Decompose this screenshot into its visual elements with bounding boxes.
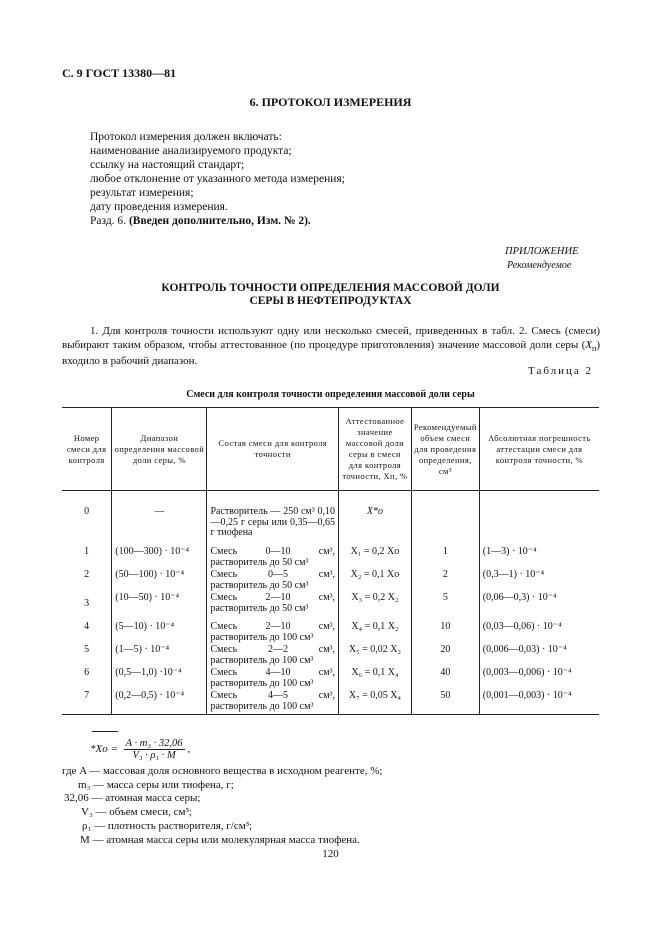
para-var: X: [585, 338, 593, 351]
cell-error: (0,003—0,006) · 10⁻⁴: [479, 668, 599, 691]
table-row: [62, 622, 599, 645]
protocol-line: дату проведения измерения.: [90, 201, 228, 213]
cell-value: X₆ = 0,1 X₄: [339, 668, 412, 691]
legend-line: ρ₁ — плотность растворителя, г/см³;: [82, 819, 253, 832]
protocol-line: результат измерения;: [90, 187, 194, 199]
page-number: 120: [322, 848, 339, 860]
cell-composition: Смесь 2—10 см³, растворитель до 100 см³: [207, 622, 339, 645]
cell-range: (10—50) · 10⁻⁴: [112, 593, 207, 622]
table-caption: Смеси для контроля точности определения массовой доли серы: [186, 389, 475, 400]
legend-line: где A — массовая доля основного вещества в исходном реагенте, %;: [62, 765, 383, 777]
cell-composition: Смесь 0—10 см³, растворитель до 50 см³: [207, 547, 339, 570]
legend-line: V₃ — объем смеси, см³;: [81, 806, 192, 819]
para-text: 1. Для контроля точности используют одну или несколько смесей, приведенных в табл. 2. Смесь (смеси) выбирают таким образом, чтобы аттестованное (по процедуре приготовления) значение массовой доли серы (: [62, 325, 600, 351]
cell-error: (0,006—0,03) · 10⁻⁴: [479, 645, 599, 668]
cell-value: X₇ = 0,05 X₄: [339, 691, 412, 715]
table-row: [62, 691, 599, 715]
cell-value: X₅ = 0,02 X₂: [339, 645, 412, 668]
cell-range: (0,5—1,0) ·10⁻⁴: [112, 668, 207, 691]
table-row: [62, 645, 599, 668]
cell-error: (1—3) · 10⁻⁴: [479, 547, 599, 570]
section-title: 6. ПРОТОКОЛ ИЗМЕРЕНИЯ: [249, 95, 412, 109]
table-row: [62, 570, 599, 593]
appendix-title: [0, 282, 661, 308]
cell-range: (1—5) · 10⁻⁴: [112, 645, 207, 668]
cell-number: 5: [62, 645, 112, 668]
cell-number: 0: [62, 491, 112, 548]
cell-number: 6: [62, 668, 112, 691]
cell-value: X₂ = 0,1 Xо: [339, 570, 412, 593]
cell-range: (50—100) · 10⁻⁴: [112, 570, 207, 593]
cell-error: (0,06—0,3) · 10⁻⁴: [479, 593, 599, 622]
table-label: Таблица 2: [528, 365, 594, 377]
protocol-line: наименование анализируемого продукта;: [90, 145, 292, 157]
cell-volume: 2: [411, 570, 479, 593]
cell-value: X*о: [339, 491, 412, 548]
formula-legend: [62, 765, 382, 847]
legend-line: M — атомная масса серы или молекулярная масса тиофена.: [80, 833, 360, 846]
formula-fraction: [124, 738, 185, 761]
cell-range: (100—300) · 10⁻⁴: [112, 547, 207, 570]
appendix-label: ПРИЛОЖЕНИЕ: [505, 246, 579, 257]
cell-number: 2: [62, 570, 112, 593]
col-header-composition: Состав смеси для контроля точности: [207, 408, 339, 491]
cell-error: (0,03—0,06) · 10⁻⁴: [479, 622, 599, 645]
protocol-line: ссылку на настоящий стандарт;: [90, 159, 245, 171]
formula-lhs: *Xо =: [90, 743, 118, 756]
table-header-row: [62, 408, 599, 491]
protocol-line: любое отклонение от указанного метода измерения;: [90, 173, 345, 185]
table-row: [62, 668, 599, 691]
table-row: [62, 491, 599, 548]
cell-number: 4: [62, 622, 112, 645]
cell-value: X₄ = 0,1 X₂: [339, 622, 412, 645]
col-header-volume: Рекомендуемый объем смеси для проведения определения, см³: [411, 408, 479, 491]
page-header: С. 9 ГОСТ 13380—81: [62, 66, 177, 80]
amendment-note: [90, 214, 345, 228]
formula-denominator: V₃ · ρ₁ · M: [132, 750, 176, 761]
cell-number: 3: [62, 593, 112, 622]
amendment-prefix: Разд. 6.: [90, 215, 127, 227]
table-row: [62, 547, 599, 570]
cell-volume: 50: [411, 691, 479, 715]
cell-range: —: [112, 491, 207, 548]
cell-volume: 20: [411, 645, 479, 668]
cell-composition: Смесь 4—5 см³, растворитель до 100 см³: [207, 691, 339, 715]
col-header-value: Аттестованное значение массовой доли серы в смеси для контроля точности, Xп, %: [339, 408, 412, 491]
appendix-title-line: СЕРЫ В НЕФТЕПРОДУКТАХ: [249, 295, 412, 307]
cell-volume: 1: [411, 547, 479, 570]
footnote-separator: [92, 731, 118, 732]
cell-composition: Смесь 0—5 см³, растворитель до 50 см³: [207, 570, 339, 593]
para-text: ) входило в рабочий диапазон.: [62, 338, 600, 368]
col-header-number: Номер смеси для контроля: [62, 408, 112, 491]
cell-number: 7: [62, 691, 112, 715]
formula-tail: ,: [187, 743, 191, 756]
protocol-line: Протокол измерения должен включать:: [90, 131, 282, 143]
cell-volume: 5: [411, 593, 479, 622]
amendment-bold: (Введен дополнительно, Изм. № 2).: [128, 215, 311, 227]
mixtures-table: [62, 407, 599, 715]
appendix-title-line: КОНТРОЛЬ ТОЧНОСТИ ОПРЕДЕЛЕНИЯ МАССОВОЙ ДОЛИ: [161, 282, 500, 294]
cell-composition: Растворитель — 250 см³ 0,10—0,25 г серы или 0,35—0,65 г тиофена: [207, 491, 339, 548]
cell-error: [479, 491, 599, 548]
cell-error: (0,3—1) · 10⁻⁴: [479, 570, 599, 593]
cell-error: (0,001—0,003) · 10⁻⁴: [479, 691, 599, 715]
cell-composition: Смесь 2—2 см³, растворитель до 100 см³: [207, 645, 339, 668]
para-sub: п: [592, 343, 597, 353]
footnote-formula: [90, 738, 190, 761]
formula-numerator: A · m₃ · 32,06: [125, 738, 183, 749]
cell-volume: 40: [411, 668, 479, 691]
protocol-list: [90, 130, 345, 228]
cell-volume: 10: [411, 622, 479, 645]
intro-paragraph: [62, 325, 600, 369]
col-header-error: Абсолютная погрешность аттестации смеси для контроля точности, %: [479, 408, 599, 491]
table-row: [62, 593, 599, 622]
cell-value: X₃ = 0,2 X₂: [339, 593, 412, 622]
cell-value: X₁ = 0,2 Xо: [339, 547, 412, 570]
cell-composition: Смесь 4—10 см³, растворитель до 100 см³: [207, 668, 339, 691]
legend-line: 32,06 — атомная масса серы;: [64, 792, 201, 805]
col-header-range: Диапазон определения массовой доли серы, %: [112, 408, 207, 491]
cell-range: (5—10) · 10⁻⁴: [112, 622, 207, 645]
cell-range: (0,2—0,5) · 10⁻⁴: [112, 691, 207, 715]
legend-line: m₃ — масса серы или тиофена, г;: [78, 778, 234, 791]
cell-number: 1: [62, 547, 112, 570]
appendix-sub: Рекомендуемое: [507, 260, 572, 271]
cell-volume: [411, 491, 479, 548]
cell-composition: Смесь 2—10 см³, растворитель до 50 см³: [207, 593, 339, 622]
